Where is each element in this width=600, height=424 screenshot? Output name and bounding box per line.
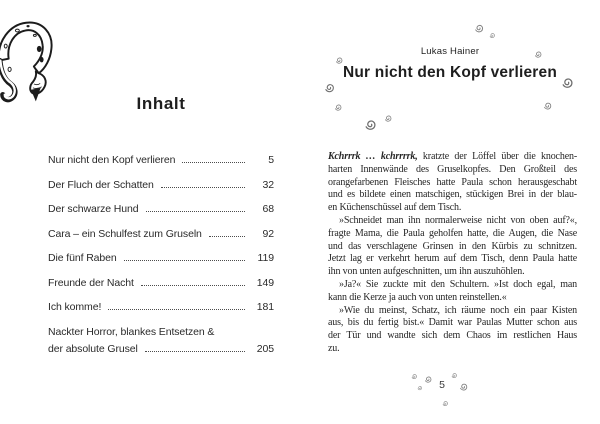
spiral-doodle-icon: [384, 114, 393, 123]
spiral-doodle-icon: [424, 375, 433, 384]
body-line: Kchrrrk … kchrrrrk, kratzte der Löffel über die knochen-: [328, 151, 578, 162]
toc-dot-leader: [141, 284, 245, 286]
toc-dot-leader: [161, 186, 245, 188]
toc-dot-leader: [146, 210, 245, 212]
spiral-doodle-icon: [411, 373, 418, 380]
toc-entry-page: 92: [262, 227, 274, 240]
body-line: der Tür und wandte sich dem Chaos im restlichen Haus: [328, 330, 577, 342]
toc-entry: [48, 203, 274, 216]
toc-entry-page: 181: [256, 301, 274, 313]
toc-entry: [48, 154, 274, 167]
spiral-doodle-icon: [489, 32, 496, 39]
body-line: fragte Mama, die Paula geholfen hatte, die Augen, die Nase: [328, 227, 577, 239]
toc-dot-leader: [182, 161, 245, 163]
toc-entry-page: 119: [257, 252, 274, 264]
spiral-doodle-icon: [543, 101, 553, 111]
toc-entry-title: Der schwarze Hund: [48, 203, 139, 215]
toc-entry: [48, 326, 274, 339]
toc-entry-page: 68: [262, 203, 274, 215]
toc-entry: [48, 252, 274, 265]
spiral-doodle-icon: [451, 372, 458, 379]
spiral-doodle-icon: [442, 400, 449, 407]
page-number: 5: [439, 379, 445, 391]
body-line: zu.: [328, 342, 340, 354]
toc-entry: [48, 301, 274, 314]
toc-entry: [48, 228, 274, 241]
chapter-author: Lukas Hainer: [420, 46, 480, 57]
body-line: en Küchenschüssel auf dem Tisch.: [328, 202, 462, 214]
toc-entry-page: 32: [262, 178, 274, 191]
toc-entry-title: Cara – ein Schulfest zum Gruseln: [48, 227, 202, 240]
chapter-page: [300, 0, 600, 424]
body-line: ihn von unten aufgeschnitten, um ihn auszuhöhlen.: [328, 266, 525, 278]
toc-dot-leader: [145, 350, 245, 352]
table-of-contents: [48, 94, 274, 367]
body-line: und das verschlagene Grinsen in den Kürbis zu schnitzen.: [328, 240, 577, 252]
body-line: »Ja?« Sie zuckte mit den Schultern. »Ist doch egal, man: [339, 278, 577, 290]
chapter-title: Nur nicht den Kopf verlieren: [342, 64, 558, 81]
spiral-doodle-icon: [364, 118, 378, 132]
body-line: aus, bis du fertig bist.« Damit war Paulas Mutter schon aus: [328, 317, 577, 329]
body-line: kann die Kerze ja auch von unten reinstellen.«: [328, 291, 507, 303]
toc-entry: [48, 277, 274, 290]
toc-entry-title: Nackter Horror, blankes Entsetzen &: [48, 325, 215, 338]
body-line: »Schneidet man ihn normalerweise nicht von oben auf?«,: [339, 214, 577, 226]
toc-dot-leader: [124, 259, 245, 261]
body-line: und es bildete einen matschigen, stückigen Brei in der blau-: [328, 189, 577, 201]
spiral-doodle-icon: [324, 82, 336, 94]
contents-heading: Inhalt: [136, 94, 186, 113]
monster-fish-doodle-icon: [0, 14, 64, 106]
body-line: orangefarbenen Fleisches hatte Paula schon herausgeschabt: [328, 176, 577, 188]
toc-entry-page: 5: [268, 154, 274, 166]
toc-entry: [48, 179, 274, 192]
toc-entry-page: 149: [256, 276, 274, 289]
toc-entry-title: der absolute Grusel: [48, 342, 138, 355]
spiral-doodle-icon: [459, 382, 469, 392]
sound-effect-text: Kchrrrk … kchrrrrk,: [328, 151, 418, 162]
spiral-doodle-icon: [334, 103, 343, 112]
toc-entry-title: Nur nicht den Kopf verlieren: [48, 154, 176, 166]
toc-dot-leader: [209, 235, 245, 237]
toc-entry-page: 205: [256, 342, 274, 355]
spiral-doodle-icon: [417, 385, 423, 391]
body-line: Jetzt lag er verkehrt herum auf dem Tisch, denn Paula hatte: [328, 253, 577, 265]
toc-entry-title: Freunde der Nacht: [48, 276, 134, 289]
toc-entry-title: Der Fluch der Schatten: [48, 178, 154, 191]
body-line: harten Innenwände des Gruselkopfes. Den Großteil des: [328, 163, 577, 175]
body-line: »Wie du meinst, Schatz, ich räume noch ein paar Kisten: [339, 304, 577, 316]
toc-dot-leader: [108, 308, 245, 310]
toc-entry-title: Die fünf Raben: [48, 252, 117, 264]
chapter-header: [312, 46, 588, 82]
toc-entry: [48, 343, 274, 356]
chapter-body-text: [328, 151, 577, 356]
spiral-doodle-icon: [474, 23, 485, 34]
toc-entry-title: Ich komme!: [48, 301, 102, 313]
